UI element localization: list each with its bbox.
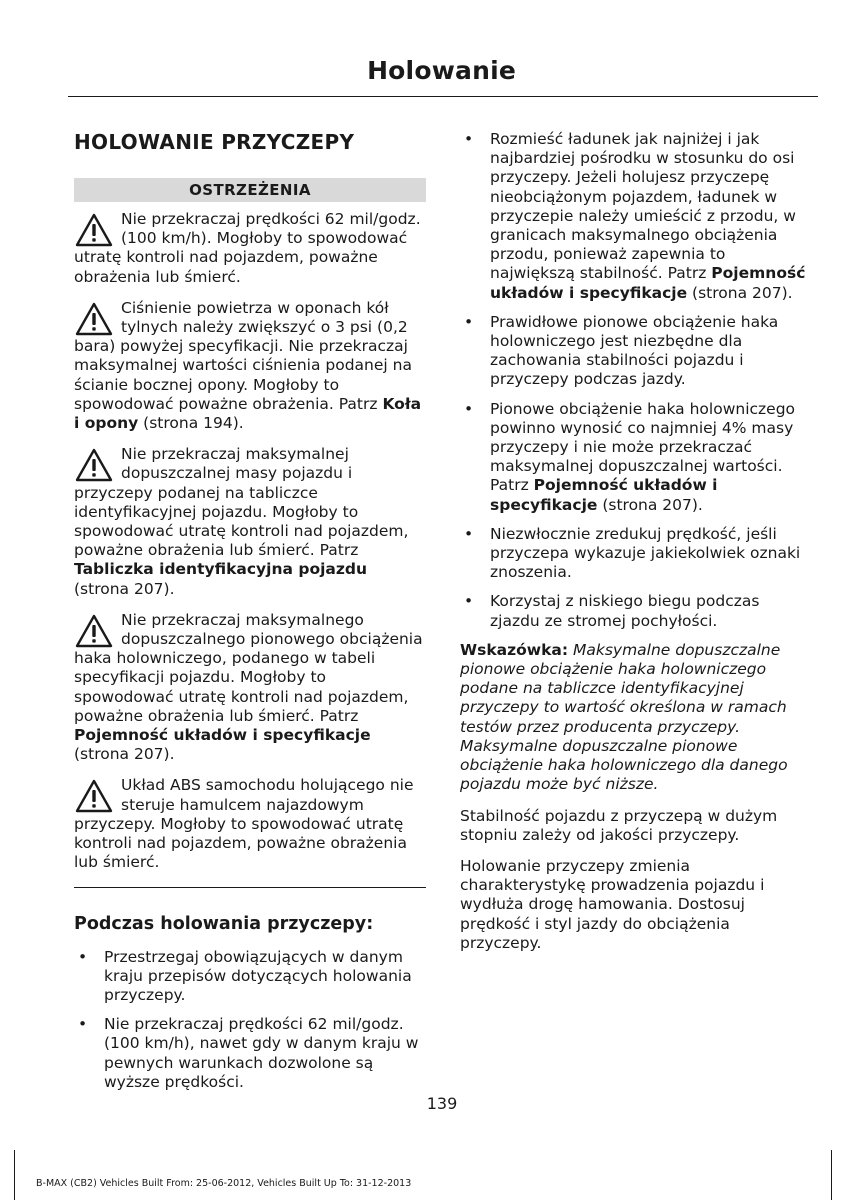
warnings-list	[74, 210, 426, 873]
bullet-marker: •	[464, 312, 474, 331]
warning-text: Nie przekraczaj maksymalnego dopuszczalnego pionowego obciążenia haka holowniczego, podanego w tabeli specyfikacji pojazdu. Mogłoby to spowodować utratę kontroli nad pojazdem, poważne obrażenia lub śmierć. Patrz	[74, 610, 423, 725]
list-item-text: Niezwłocznie zredukuj prędkość, jeśli przyczepa wykazuje jakiekolwiek oznaki znoszenia.	[490, 524, 801, 582]
page-reference: (strona 194).	[138, 414, 244, 433]
warning-item	[74, 776, 426, 872]
page-reference: (strona 207).	[74, 745, 175, 764]
list-item-text: Nie przekraczaj prędkości 62 mil/godz. (100 km/h), nawet gdy w danym kraju w pewnych warunkach dozwolone są wyższe prędkości.	[104, 1015, 419, 1091]
page-number: 139	[426, 1094, 458, 1113]
left-column	[74, 130, 426, 1102]
list-item-text: Prawidłowe pionowe obciążenie haka holowniczego jest niezbędne dla zachowania stabilności pojazdu i przyczepy podczas jazdy.	[490, 312, 779, 389]
header-rule	[68, 96, 818, 97]
warning-text: Nie przekraczaj prędkości 62 mil/godz. (100 km/h). Mogłoby to spowodować utratę kontroli nad pojazdem, poważne obrażenia lub śmierć.	[74, 210, 421, 286]
list-item	[74, 1015, 426, 1092]
warning-triangle-icon	[74, 613, 114, 649]
bullet-list	[74, 948, 426, 1092]
body-paragraph: Stabilność pojazdu z przyczepą w dużym stopniu zależy od jakości przyczepy.	[460, 806, 778, 844]
bullet-marker: •	[464, 524, 474, 543]
warning-item	[74, 299, 426, 433]
page-reference: (strona 207).	[74, 579, 175, 598]
list-item-text: Korzystaj z niskiego biegu podczas zjazdu ze stromej pochyłości.	[490, 592, 760, 630]
warning-item	[74, 210, 426, 287]
list-item-text: Pionowe obciążenie haka holowniczego powinno wynosić co najmniej 4% masy przyczepy i nie może przekraczać maksymalnej dopuszczalnej wartości. Patrz	[490, 399, 796, 495]
warning-triangle-icon	[74, 301, 114, 337]
list-item	[460, 525, 814, 583]
list-item	[460, 592, 814, 630]
crop-mark	[14, 1150, 15, 1200]
warning-text: Nie przekraczaj maksymalnej dopuszczalnej masy pojazdu i przyczepy podanej na tabliczce identyfikacyjnej pojazdu. Mogłoby to spowodować utratę kontroli nad pojazdem, poważne obrażenia lub śmierć. Patrz	[74, 445, 409, 560]
warning-item	[74, 445, 426, 599]
bullet-marker: •	[464, 130, 474, 148]
page-header-title: Holowanie	[367, 56, 516, 85]
cross-reference-link[interactable]: Pojemność układów i specyfikacje	[74, 726, 371, 745]
warning-item	[74, 611, 426, 765]
warnings-end-rule	[74, 887, 426, 888]
section-heading: HOLOWANIE PRZYCZEPY	[74, 130, 355, 154]
warning-text: Ciśnienie powietrza w oponach kół tylnych należy zwiększyć o 3 psi (0,2 bara) powyżej specyfikacji. Nie przekraczaj maksymalnej wartości ciśnienia podanej na ścianie bocznej opony. Mogłoby to spowodować poważne obrażenia. Patrz	[74, 298, 412, 413]
footer-text: B-MAX (CB2) Vehicles Built From: 25-06-2012, Vehicles Built Up To: 31-12-2013	[36, 1178, 412, 1189]
list-item	[460, 400, 814, 515]
warnings-header: OSTRZEŻENIA	[74, 178, 426, 202]
body-paragraph: Holowanie przyczepy zmienia charakterystykę prowadzenia pojazdu i wydłuża drogę hamowania. Dostosuj prędkość i styl jazdy do obciążenia przyczepy.	[460, 856, 765, 952]
bullet-marker: •	[78, 947, 88, 966]
list-item	[460, 130, 814, 303]
warning-triangle-icon	[74, 447, 114, 483]
note-paragraph	[460, 641, 814, 795]
list-item	[74, 948, 426, 1006]
list-item-text: Rozmieść ładunek jak najniżej i jak najbardziej pośrodku w stosunku do osi przyczepy. Jeżeli holujesz przyczepę nieobciążonym pojazdem, ładunek w przyczepie należy umieścić z przodu, w granicach maksymalnego obciążenia przodu, ponieważ zapewnia to największą stabilność. Patrz	[490, 130, 796, 283]
note-text: Maksymalne dopuszczalne pionowe obciążenie haka holowniczego podane na tabliczce identyfikacyjnej przyczepy to wartość określona w ramach testów przez producenta przyczepy. Maksymalne dopuszczalne pionowe obciążenie haka holowniczego dla danego pojazdu może być niższe.	[460, 640, 788, 794]
list-item-text: Przestrzegaj obowiązujących w danym kraju przepisów dotyczących holowania przyczepy.	[104, 947, 412, 1004]
crop-mark	[831, 1150, 832, 1200]
bullet-list	[460, 130, 814, 631]
cross-reference-link[interactable]: Koła i opony	[74, 394, 422, 433]
note-label: Wskazówka:	[460, 640, 569, 659]
warning-triangle-icon	[74, 778, 114, 814]
page-reference: (strona 207).	[687, 283, 793, 302]
cross-reference-link[interactable]: Pojemność układów i specyfikacje	[490, 264, 806, 302]
list-item	[460, 313, 814, 390]
bullet-marker: •	[464, 399, 474, 418]
warning-text: Układ ABS samochodu holującego nie steruje hamulcem najazdowym przyczepy. Mogłoby to spowodować utratę kontroli nad pojazdem, poważne obrażenia lub śmierć.	[74, 776, 414, 872]
bullet-marker: •	[78, 1015, 88, 1034]
warning-triangle-icon	[74, 212, 114, 248]
subheading: Podczas holowania przyczepy:	[74, 913, 374, 934]
cross-reference-link[interactable]: Pojemność układów i specyfikacje	[490, 476, 718, 514]
right-column	[460, 130, 814, 965]
cross-reference-link[interactable]: Tabliczka identyfikacyjna pojazdu	[74, 560, 368, 579]
bullet-marker: •	[464, 592, 474, 611]
page-reference: (strona 207).	[597, 495, 703, 514]
